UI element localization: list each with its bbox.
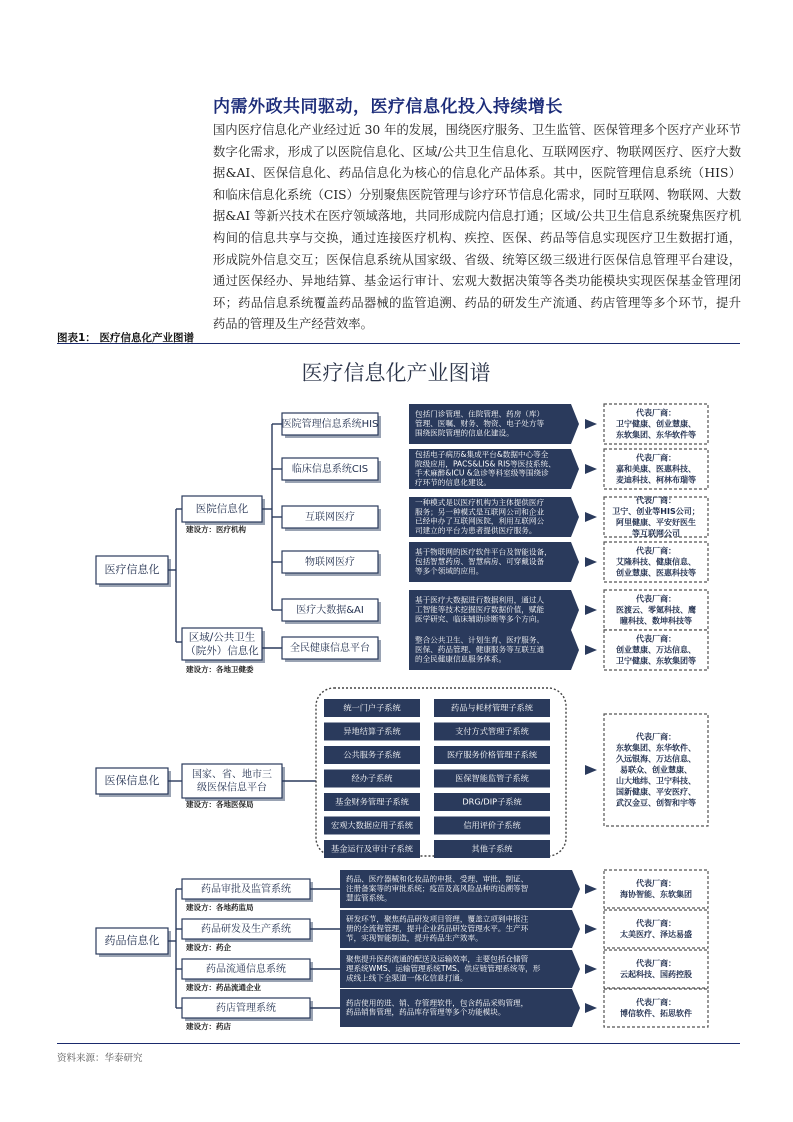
vendor-box-text: 卫宁、创业等HIS公司； [612,507,700,516]
system-box-text: 医疗大数据&AI [296,605,364,616]
drug-system-box-text: 药品审批及监管系统 [201,884,291,895]
subsystem-label: 药品与耗材管理子系统 [451,702,533,713]
vendor-box-text: 麦迪科技、柯林布瑞等 [616,475,696,485]
subsystem-label: 信用评价子系统 [463,820,521,830]
drug-builder: 建设方：药企 [186,943,231,952]
arrow-icon [585,464,597,474]
drug-vendor-box [604,950,708,988]
insurance-vendor-box-text: 久远银海、万达信息、 [616,754,696,764]
drug-vendor-box-text: 代表厂商： [636,959,676,968]
system-desc-text: 围绕医院管理的信息化建设。 [415,428,514,438]
system-desc-text: 一种模式是以医疗机构为主体提供医疗 [415,497,545,507]
drug-vendor-box-text: 博信软件、拓思软件 [620,1009,692,1018]
arrow-icon [585,765,597,775]
subsystem-label: 经办子系统 [351,773,393,783]
insurance-vendor-box-text: 山大地纬、卫宁科技、 [616,776,696,786]
arrow-icon [585,964,597,974]
system-desc-text: 基于物联网的医疗软件平台及智能设备， [415,547,552,557]
subsystem-label: 宏观大数据应用子系统 [331,820,413,830]
subsystem-label: 支付方式管理子系统 [455,726,529,736]
arrow-icon [585,512,597,522]
insurance-vendor-box-text: 易联众、创业慧康、 [620,765,692,775]
system-desc-text: 整合公共卫生、计划生育、医疗服务、 [415,635,545,645]
system-desc-text: 基于医疗大数据进行数据利用，通过人 [415,595,545,605]
system-desc-text: 医学研究、临床辅助诊断等多个方向。 [415,614,545,624]
branch-hospital-box-text: 医院信息化 [195,503,249,515]
drug-builder: 建设方：药品流通企业 [186,983,261,992]
system-box-text: 全民健康信息平台 [290,643,370,654]
system-desc-text: 等多个领域的应用。 [415,566,484,576]
arrow-icon [585,645,597,655]
vendor-box-text: 阿里健康、平安好医生 [616,518,696,527]
system-desc-text: 包括门诊管理、住院管理、药房（库） [415,409,545,419]
vendor-box-text: 创业慧康、医惠科技等 [616,568,696,578]
vendor-box-text: 嘉和美康、医惠科技、 [616,464,696,474]
insurance-builder: 建设方：各地医保局 [186,800,254,809]
arrow-icon [585,557,597,567]
figure-label: 图表1： 医疗信息化产业图谱 [57,332,194,344]
drug-system-box-text: 药店管理系统 [216,1003,276,1014]
drug-desc-text: 慧监管系统。 [346,893,392,903]
drug-desc-text: 注册备案等的审批系统；疫苗及高风险品种的追溯等智 [346,884,529,893]
diagram-title: 医疗信息化产业图谱 [301,361,491,385]
insurance-platform-box-text: 国家、省、地市三 [192,769,272,781]
system-box-text: 临床信息系统CIS [291,464,369,475]
drug-vendor-box [604,989,708,1027]
system-box-text: 互联网医疗 [305,512,355,523]
vendor-box-text: 代表厂商： [636,594,676,604]
insurance-vendor-box-text: 东软集团、东华软件、 [616,743,696,753]
drug-vendor-box-text: 代表厂商： [636,919,676,928]
system-desc-text: 疗环节的信息化建设。 [415,478,491,488]
arrow-icon [585,605,597,615]
section-heading: 内需外政共同驱动，医疗信息化投入持续增长 [213,97,563,117]
branch-regional-box-text: 区域/公共卫生 [188,631,256,644]
arrow-icon [585,924,597,934]
drug-desc-text: 聚焦提升医药流通的配送及运输效率，主要包括仓储管 [346,954,529,964]
system-desc-text: 包括电子病历&集成平台&数据中心等全 [415,449,549,459]
drug-desc-text: 理系统WMS、运输管理系统TMS、供应链管理系统等，形 [346,964,541,973]
drug-builder: 建设方：各地药监局 [186,903,254,912]
vendor-box-text: 代表厂商： [636,496,676,505]
branch-regional-builder: 建设方：各地卫健委 [186,665,254,674]
insurance-vendor-box-text: 武汉金豆、创智和宇等 [616,798,696,808]
root-drug-box-text: 药品信息化 [104,934,160,947]
drug-system-box-text: 药品研发及生产系统 [201,924,291,935]
drug-vendor-box [604,910,708,948]
drug-vendor-box-text: 代表厂商： [636,998,676,1007]
branch-hospital-builder: 建设方：医疗机构 [186,525,246,534]
drug-desc-text: 药品销售管理，药品库存管理等多个功能模块。 [346,1007,506,1017]
vendor-box-text: 卫宁健康、东软集团等 [616,656,696,666]
system-desc-text: 司建立的平台为患者提供医疗服务。 [415,526,537,536]
drug-desc-text: 册的全流程管理，提升企业药品研发管理水平。生产环 [346,924,529,933]
insurance-vendor-box-text: 国新健康、平安医疗、 [616,787,696,797]
system-box-text: 医院管理信息系统HIS [281,419,379,430]
system-desc-text: 服务；另一种模式是互联网公司和企业 [415,507,545,517]
vendor-box-text: 代表厂商： [636,546,676,556]
intro-paragraph: 国内医疗信息化产业经过近 30 年的发展，围绕医疗服务、卫生监管、医保管理多个医疗产业环节数字化需求，形成了以医院信息化、区域/公共卫生信息化、互联网医疗、物联网医疗、医疗大数据&AI、医保信息化、药品信息化为核心的信息化产品体系。其中，医院管理信息系统（HIS）和临床信息化系统（CIS）分别聚焦医院管理与诊疗环节信息化需求，同时互联网、物联网、大数据&AI 等新兴技术在医疗领域落地，共同形成院内信息打通；区域/公共卫生信息系统聚焦医疗机构间的信息共享与交换，通过连接医疗机构、疾控、医保、药品等信息实现医疗卫生数据打通，形成院外信息交互；医保信息系统从国家级、省级、统筹区级三级进行医保信息管理平台建设，通过医保经办、异地结算、基金运行审计、宏观大数据决策等各类功能模块实现医保基金管理闭环；药品信息系统覆盖药品器械的监管追溯、药品的研发生产流通、药店管理等多个环节，提升药品的管理及生产经营效率。 [213,123,741,332]
root-insurance-box-text: 医保信息化 [104,774,160,787]
drug-desc-text: 研发环节，聚焦药品研发项目管理，覆盖立项到申报注 [346,914,529,924]
vendor-box-text: 等互联网公司 [632,529,680,538]
drug-desc-text: 成线上线下全渠道一体化信息打通。 [346,973,468,983]
vendor-box-text: 瞳科技、数坤科技等 [620,616,692,626]
vendor-box-text: 代表厂商： [636,634,676,644]
system-desc-text: 工智能等技术挖掘医疗数据价值，赋能 [415,605,545,614]
root-medical-box-text: 医疗信息化 [104,563,160,576]
subsystem-label: 基金运行及审计子系统 [331,843,413,854]
system-desc-text: 已经申办了互联网医院，利用互联网公 [415,516,545,526]
system-desc-text: 手术麻醉&ICU &急诊等科室级等围绕诊 [415,468,549,478]
drug-vendor-box-text: 云起科技、国药控股 [620,970,692,979]
system-box-text: 物联网医疗 [305,557,355,568]
drug-vendor-box-text: 海协智能、东软集团 [620,890,692,899]
subsystem-label: 统一门户子系统 [343,702,401,713]
vendor-box-text: 代表厂商： [636,408,676,418]
arrow-icon [585,884,597,894]
drug-vendor-box-text: 代表厂商： [636,879,676,888]
insurance-vendor-box-text: 代表厂商： [636,732,676,742]
vendor-box-text: 创业慧康、万达信息、 [616,645,696,655]
branch-regional-box-text: （院外）信息化 [185,644,259,657]
vendor-box-text: 东软集团、东华软件等 [616,430,696,440]
subsystem-label: 其他子系统 [471,843,513,854]
subsystem-label: 医疗服务价格管理子系统 [446,749,538,760]
drug-desc-text: 节，实现智能制造，提升药品生产效率。 [346,933,483,943]
drug-desc-text: 药品、医疗器械和化妆品的申报、受理、审批、制证、 [346,874,529,884]
system-desc-text: 院级应用，PACS&LIS& RIS等医技系统、 [415,459,556,469]
subsystem-label: 公共服务子系统 [343,749,401,760]
vendor-box-text: 卫宁健康、创业慧康、 [616,419,696,429]
insurance-platform-box-text: 级医保信息平台 [197,782,267,794]
source-note: 资料来源：华泰研究 [57,1053,143,1064]
subsystem-label: 异地结算子系统 [343,726,401,736]
subsystem-label: DRG/DIP子系统 [462,796,522,807]
subsystem-label: 医保智能监管子系统 [455,773,529,783]
arrow-icon [585,1003,597,1013]
drug-system-box-text: 药品流通信息系统 [206,964,286,975]
drug-desc-text: 药店使用的进、销、存管理软件，包含药品采购管理， [346,998,529,1008]
vendor-box-text: 艾隆科技、健康信息、 [616,557,696,567]
drug-builder: 建设方：药店 [186,1022,231,1031]
arrow-icon [585,419,597,429]
vendor-box-text: 代表厂商： [636,453,676,463]
subsystem-label: 基金财务管理子系统 [335,796,409,807]
drug-vendor-box [604,870,708,908]
system-desc-text: 的全民健康信息服务体系。 [415,654,507,664]
system-desc-text: 包括智慧药房、智慧病房、可穿戴设备 [415,557,545,566]
system-desc-text: 管理、医嘱、财务、物资、电子处方等 [415,419,545,428]
system-desc-text: 医保、药品管理、健康服务等互联互通 [415,645,545,654]
drug-vendor-box-text: 太美医疗、泽达易盛 [620,930,692,939]
vendor-box-text: 医渡云、零氪科技、鹰 [616,605,696,615]
